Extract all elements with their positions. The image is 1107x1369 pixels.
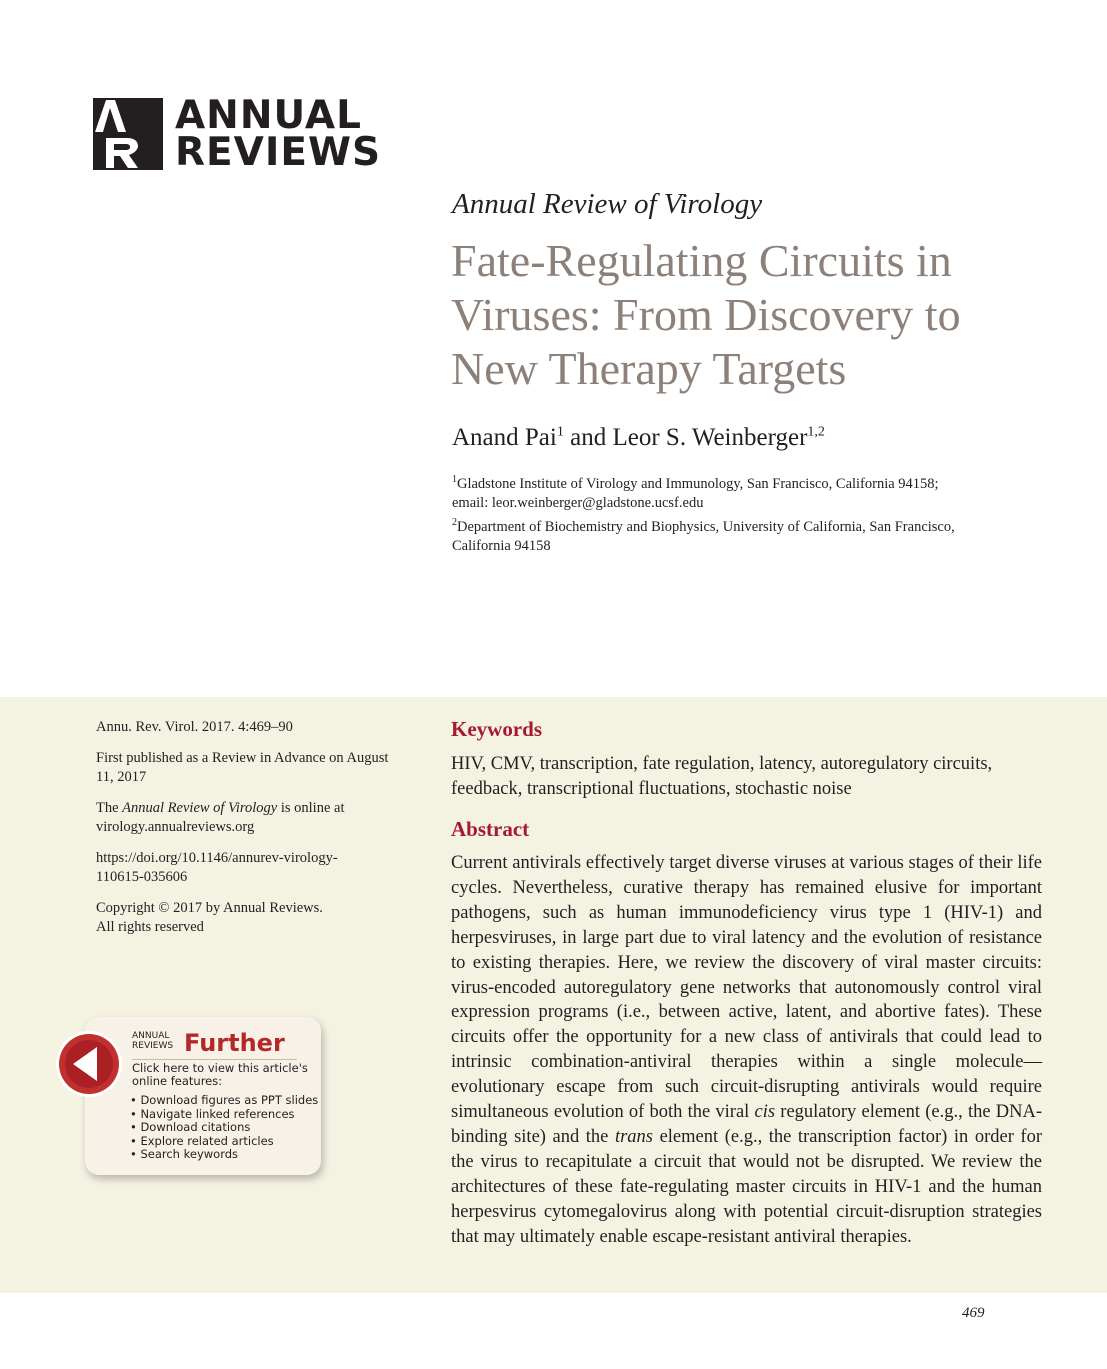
list-item-label: Navigate linked references <box>140 1106 295 1121</box>
abstract-italic: cis <box>754 1102 776 1123</box>
list-item-label: Search keywords <box>140 1147 239 1161</box>
author-name: Anand Pai <box>452 424 557 451</box>
list-item-label: Explore related articles <box>140 1133 274 1148</box>
author-affil-sup: 1 <box>556 424 564 440</box>
doi-link[interactable]: https://doi.org/10.1146/annurev-virology- <box>96 850 338 866</box>
abstract-text: Current antivirals effectively target diverse viruses at various stages of their life cycles. Nevertheless, curative therapy has remained elusive for important pathogens, such as human immunodeficiency virus type 1 (HIV-1) and herpesviruses, in large part due to viral latency and the evolution of resistance to existing therapies. Here, we review the discovery of viral master circuits: virus-encoded autoregulatory gene networks that autonomously control viral expression programs (i.e., between active, latent, and abortive fates). These circuits offer the opportunity for a new class of antivirals that could lead to intrinsic combination-antiviral therapies within a single molecule—evolutionary escape from such circuit-disrupting antivirals would require simultaneous evolution of both the viral <box>451 853 1042 1123</box>
further-intro <box>132 1062 312 1088</box>
journal-name: Annual Review of Virology <box>452 188 763 220</box>
online-text: is online at <box>277 800 345 816</box>
affiliation <box>452 513 1012 556</box>
logo-word-reviews: REVIEWS <box>175 130 382 175</box>
affil-email[interactable]: email: leor.weinberger@gladstone.ucsf.edu <box>452 494 704 511</box>
author-list <box>452 424 825 452</box>
author-name: Leor S. Weinberger <box>612 424 808 451</box>
affil-text: California 94158 <box>452 537 551 554</box>
list-item: • Download citations <box>130 1120 251 1134</box>
further-feature-list <box>130 1094 318 1162</box>
ar-logo-mark-icon <box>93 98 163 170</box>
further-brand-line: REVIEWS <box>132 1041 174 1051</box>
author-joiner: and <box>563 424 613 451</box>
article-title <box>451 234 1051 396</box>
list-item: • Search keywords <box>130 1147 239 1161</box>
further-intro-text: to view this article's <box>188 1061 308 1075</box>
further-brand-line: ANNUAL <box>132 1031 170 1041</box>
copyright-line: Copyright © 2017 by Annual Reviews. <box>96 900 323 916</box>
list-item: • Explore related articles <box>130 1133 274 1148</box>
doi-link[interactable]: 110615-035606 <box>96 869 188 885</box>
affil-sup: 1 <box>452 474 457 485</box>
list-item: • Navigate linked references <box>130 1106 295 1121</box>
further-title: Further <box>184 1029 285 1057</box>
copyright-line: All rights reserved <box>96 919 204 935</box>
abstract-heading: Abstract <box>451 817 530 841</box>
affil-text: Department of Biochemistry and Biophysics, University of California, San Francisco, <box>457 518 955 535</box>
keywords-list <box>451 752 1041 802</box>
logo-word-annual: ANNUAL <box>175 93 362 138</box>
further-intro-text: online features: <box>132 1074 223 1088</box>
title-line: Fate-Regulating Circuits in <box>451 235 952 286</box>
author-affil-sup: 1,2 <box>807 424 825 440</box>
further-arrow-button-icon[interactable] <box>55 1030 123 1098</box>
list-item-label: Download citations <box>140 1120 251 1134</box>
abstract-text: element (e.g., the transcription factor) in order for the virus to recapitulate a circuit that would not be disrupted. We review the architectures of these fate-regulating master circuits in HIV-1 and the human herpesvirus cytomegalovirus along with potential circuit-disruption strategies that may ultimately enable escape-resistant antiviral therapies. <box>451 1126 1042 1247</box>
keywords-line: HIV, CMV, transcription, fate regulation, latency, autoregulatory circuits, <box>451 754 993 774</box>
online-url-link[interactable]: virology.annualreviews.org <box>96 819 255 835</box>
doi <box>96 849 406 887</box>
abstract-italic: trans <box>614 1126 654 1147</box>
online-journal: Annual Review of Virology <box>122 800 278 816</box>
published-line: 11, 2017 <box>96 769 147 785</box>
page-number: 469 <box>962 1305 985 1321</box>
published-note <box>96 749 406 787</box>
annual-reviews-logo <box>93 93 382 175</box>
keywords-heading: Keywords <box>451 717 542 741</box>
list-item: • Download figures as PPT slides <box>130 1093 319 1107</box>
further-brand <box>132 1031 173 1051</box>
affil-text: Gladstone Institute of Virology and Immunology, San Francisco, California 94158; <box>457 475 939 492</box>
copyright <box>96 899 406 937</box>
abstract-body <box>451 851 1042 1250</box>
online-note <box>96 799 406 837</box>
click-here-link[interactable]: Click here <box>132 1061 189 1075</box>
abstract-text: regulatory element (e.g., the DNA-binding site) and the <box>451 1102 1042 1147</box>
published-line: First published as a Review in Advance on August <box>96 750 389 766</box>
further-divider <box>132 1059 297 1060</box>
affil-sup: 2 <box>452 517 457 528</box>
keywords-line: feedback, transcriptional fluctuations, stochastic noise <box>451 779 852 799</box>
affiliation <box>452 470 1012 513</box>
citation: Annu. Rev. Virol. 2017. 4:469–90 <box>96 719 293 735</box>
online-text: The <box>96 800 123 816</box>
title-line: New Therapy Targets <box>451 343 847 394</box>
list-item-label: Download figures as PPT slides <box>140 1093 319 1107</box>
title-line: Viruses: From Discovery to <box>451 289 961 340</box>
